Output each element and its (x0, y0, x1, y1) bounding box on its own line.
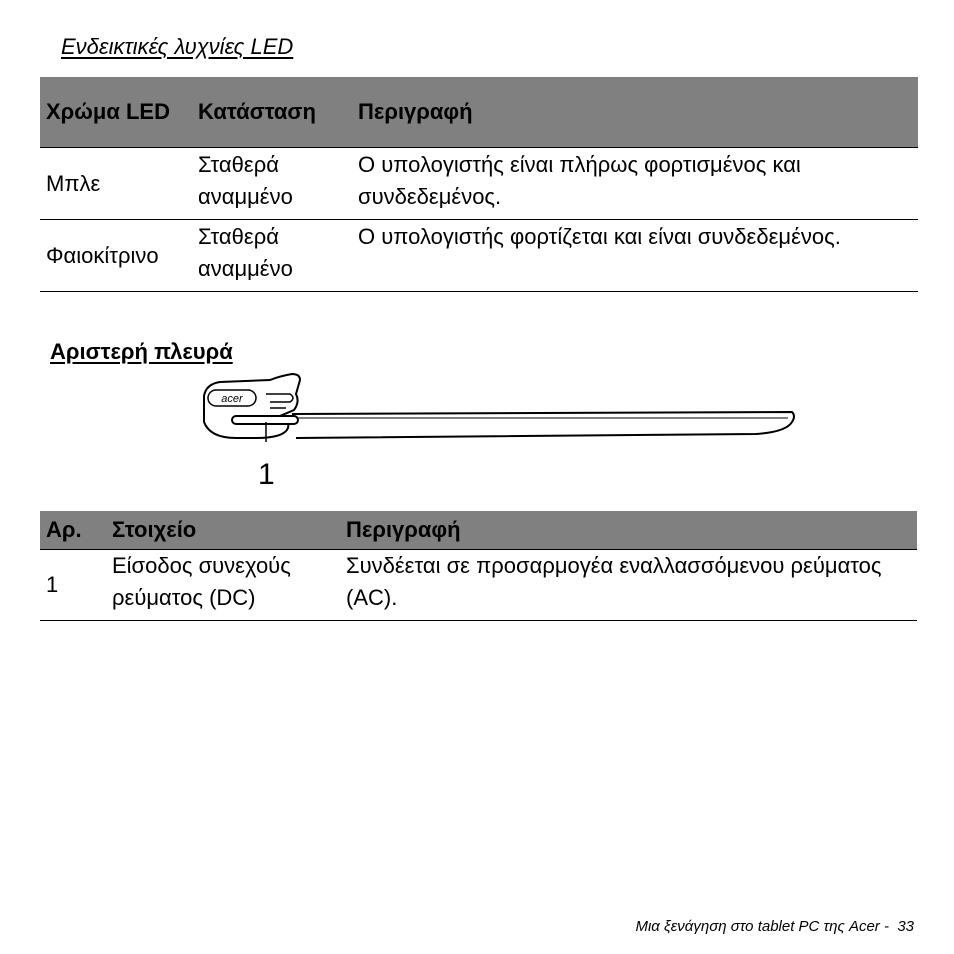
column-header-number: Αρ. (40, 511, 106, 550)
tablet-left-side-illustration (196, 372, 800, 447)
column-header-led-color: Χρώμα LED (40, 77, 192, 148)
column-header-description: Περιγραφή (340, 511, 917, 550)
port-number-cell: 1 (40, 550, 106, 621)
dc-in-port-graphic (232, 416, 298, 424)
port-description-cell: Συνδέεται σε προσαρμογέα εναλλασσόμενου ρεύματος (AC). (340, 550, 917, 621)
led-indicator-table (40, 77, 918, 292)
column-header-item: Στοιχείο (106, 511, 340, 550)
column-header-status: Κατάσταση (192, 77, 352, 148)
table-row (40, 220, 918, 292)
table-header-row (40, 511, 917, 550)
left-side-section-title: Αριστερή πλευρά (50, 339, 233, 364)
acer-logo: acer (221, 393, 243, 405)
led-description-cell: Ο υπολογιστής είναι πλήρως φορτισμένος και συνδεδεμένος. (352, 148, 918, 220)
table-row (40, 148, 918, 220)
left-side-ports-table (40, 511, 917, 621)
footer-text: Μια ξενάγηση στο tablet PC της Acer - (635, 918, 889, 935)
callout-number: 1 (258, 458, 275, 491)
led-status-cell: Σταθερά αναμμένο (192, 148, 352, 220)
table-row (40, 550, 917, 621)
table-header-row (40, 77, 918, 148)
page-number: 33 (897, 918, 914, 935)
tablet-side-view-image (196, 372, 800, 442)
led-description-cell: Ο υπολογιστής φορτίζεται και είναι συνδεδεμένος. (352, 220, 918, 292)
led-section-title: Ενδεικτικές λυχνίες LED (61, 34, 294, 59)
led-status-cell: Σταθερά αναμμένο (192, 220, 352, 292)
led-color-cell: Μπλε (40, 148, 192, 220)
column-header-description: Περιγραφή (352, 77, 918, 148)
page-footer (635, 918, 914, 935)
led-color-cell: Φαιοκίτρινο (40, 220, 192, 292)
port-item-cell: Είσοδος συνεχούς ρεύματος (DC) (106, 550, 340, 621)
